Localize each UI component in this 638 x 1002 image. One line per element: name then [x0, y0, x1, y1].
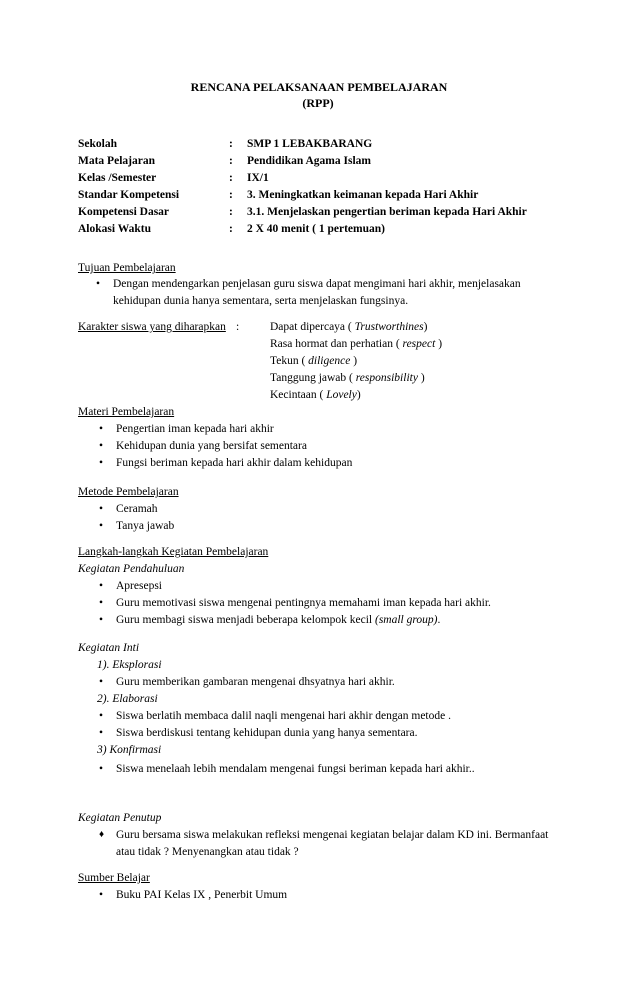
karakter-item: Rasa hormat dan perhatian ( respect ) [270, 338, 443, 350]
penutup-heading: Kegiatan Penutup [78, 812, 162, 824]
identity-value: 2 X 40 menit ( 1 pertemuan) [247, 223, 385, 235]
materi-item: • Fungsi beriman kepada hari akhir dalam kehidupan [116, 457, 352, 469]
pendahuluan-item: • Guru memotivasi siswa mengenai pentingnya memahami iman kepada hari akhir. [116, 597, 491, 609]
identity-value: 3. Meningkatkan keimanan kepada Hari Akhir [247, 189, 479, 201]
karakter-item: Tanggung jawab ( responsibility ) [270, 372, 425, 384]
identity-value: Pendidikan Agama Islam [247, 155, 371, 167]
karakter-colon: : [236, 321, 240, 333]
identity-value: SMP 1 LEBAKBARANG [247, 138, 373, 150]
tujuan-item: • Dengan mendengarkan penjelasan guru siswa dapat mengimani hari akhir, menjelasakan [113, 278, 521, 290]
identity-colon: : [229, 223, 233, 235]
pendahuluan-item: • Guru membagi siswa menjadi beberapa kelompok kecil (small group). [116, 614, 440, 626]
identity-colon: : [229, 172, 233, 184]
metode-item: • Ceramah [116, 503, 158, 515]
metode-item: • Tanya jawab [116, 520, 174, 532]
pendahuluan-heading: Kegiatan Pendahuluan [78, 563, 185, 575]
sumber-heading: Sumber Belajar [78, 872, 150, 884]
pendahuluan-item: • Apresepsi [116, 580, 162, 592]
karakter-item: Kecintaan ( Lovely) [270, 389, 361, 401]
konfirmasi-heading: 3) Konfirmasi [97, 744, 162, 756]
identity-label: Sekolah [78, 138, 117, 150]
elaborasi-item: • Siswa berdiskusi tentang kehidupan dunia yang hanya sementara. [116, 727, 417, 739]
eksplorasi-item: • Guru memberikan gambaran mengenai dhsyatnya hari akhir. [116, 676, 395, 688]
elaborasi-heading: 2). Elaborasi [97, 693, 158, 705]
tujuan-heading: Tujuan Pembelajaran [78, 262, 176, 274]
sumber-item: • Buku PAI Kelas IX , Penerbit Umum [116, 889, 287, 901]
identity-colon: : [229, 189, 233, 201]
materi-heading: Materi Pembelajaran [78, 406, 175, 418]
identity-label: Mata Pelajaran [78, 155, 155, 167]
identity-value: 3.1. Menjelaskan pengertian beriman kepada Hari Akhir [247, 206, 527, 218]
elaborasi-item: • Siswa berlatih membaca dalil naqli mengenai hari akhir dengan metode . [116, 710, 451, 722]
tujuan-item-continuation: kehidupan dunia hanya sementara, serta menjelaskan fungsinya. [113, 295, 409, 307]
identity-label: Kelas /Semester [78, 172, 157, 184]
identity-label: Kompetensi Dasar [78, 206, 170, 218]
penutup-item: ♦ Guru bersama siswa melakukan refleksi mengenai kegiatan belajar dalam KD ini. Bermanfaat [116, 829, 548, 841]
document-title: RENCANA PELAKSANAAN PEMBELAJARAN [190, 80, 448, 94]
materi-item: • Pengertian iman kepada hari akhir [116, 423, 274, 435]
small-group-term: (small group) [375, 614, 438, 626]
karakter-item: Dapat dipercaya ( Trustworthines) [270, 321, 428, 333]
karakter-item: Tekun ( diligence ) [270, 355, 358, 367]
identity-colon: : [229, 155, 233, 167]
identity-value: IX/1 [247, 172, 269, 184]
identity-label: Standar Kompetensi [78, 189, 180, 201]
konfirmasi-item: • Siswa menelaah lebih mendalam mengenai fungsi beriman kepada hari akhir.. [116, 763, 475, 775]
metode-heading: Metode Pembelajaran [78, 486, 179, 498]
penutup-item-continuation: atau tidak ? Menyenangkan atau tidak ? [116, 846, 299, 858]
identity-colon: : [229, 206, 233, 218]
karakter-heading: Karakter siswa yang diharapkan [78, 321, 226, 333]
identity-colon: : [229, 138, 233, 150]
materi-item: • Kehidupan dunia yang bersifat sementara [116, 440, 307, 452]
document-subtitle: (RPP) [302, 96, 334, 110]
eksplorasi-heading: 1). Eksplorasi [97, 659, 162, 671]
identity-label: Alokasi Waktu [78, 223, 151, 235]
langkah-heading: Langkah-langkah Kegiatan Pembelajaran [78, 546, 269, 558]
inti-heading: Kegiatan Inti [78, 642, 140, 654]
